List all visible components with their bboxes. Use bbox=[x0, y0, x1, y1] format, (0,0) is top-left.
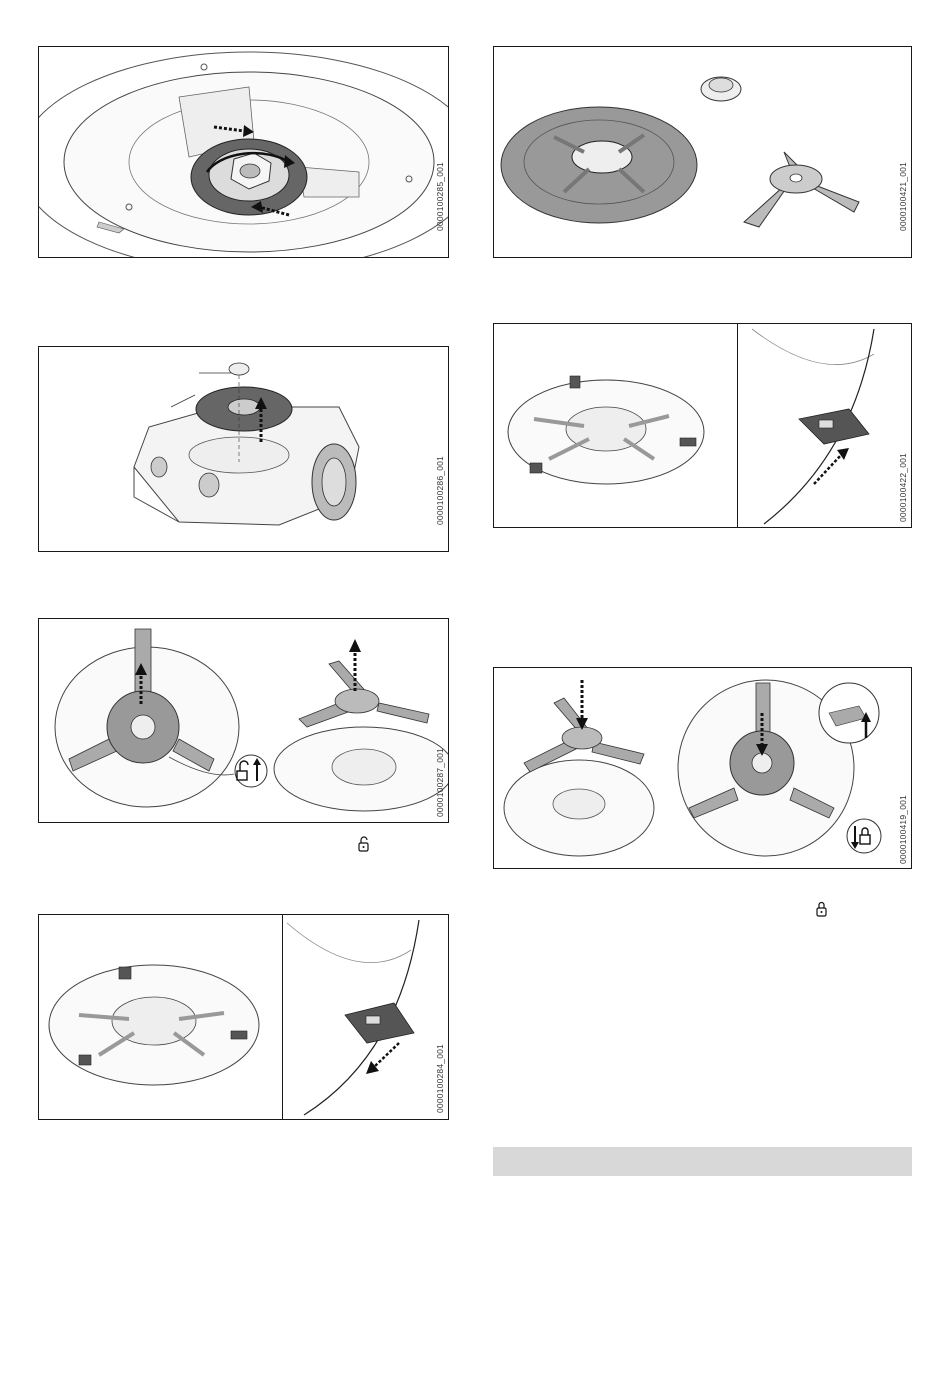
figure-mower-remove-disc bbox=[38, 346, 449, 552]
unlock-illustration bbox=[39, 619, 449, 823]
blade-holder-removal-illustration bbox=[39, 915, 449, 1120]
lock-illustration bbox=[494, 668, 912, 869]
figure-remove-blade-holders bbox=[38, 914, 449, 1120]
figure-code: 0000100419_001 bbox=[898, 795, 908, 864]
figure-insert-blade-holders bbox=[493, 323, 912, 528]
figure-code: 0000100287_001 bbox=[435, 748, 445, 817]
locked-padlock-icon bbox=[815, 901, 829, 917]
figure-code: 0000100284_001 bbox=[435, 1044, 445, 1113]
unlocked-padlock-icon bbox=[357, 836, 371, 852]
figure-code: 0000100421_001 bbox=[898, 162, 908, 231]
blade-holder-illustration bbox=[494, 324, 912, 528]
disc-parts-illustration bbox=[494, 47, 912, 258]
figure-code: 0000100286_001 bbox=[435, 456, 445, 525]
section-header-bar bbox=[493, 1147, 912, 1176]
mowing-disc-illustration bbox=[39, 47, 449, 258]
figure-disc-parts-exploded bbox=[493, 46, 912, 258]
figure-mowing-disc-unscrew bbox=[38, 46, 449, 258]
figure-code: 0000100285_001 bbox=[435, 162, 445, 231]
figure-lock-blade-holder bbox=[493, 667, 912, 869]
figure-unlock-blade-holder bbox=[38, 618, 449, 823]
figure-code: 0000100422_001 bbox=[898, 453, 908, 522]
mower-illustration bbox=[39, 347, 449, 552]
